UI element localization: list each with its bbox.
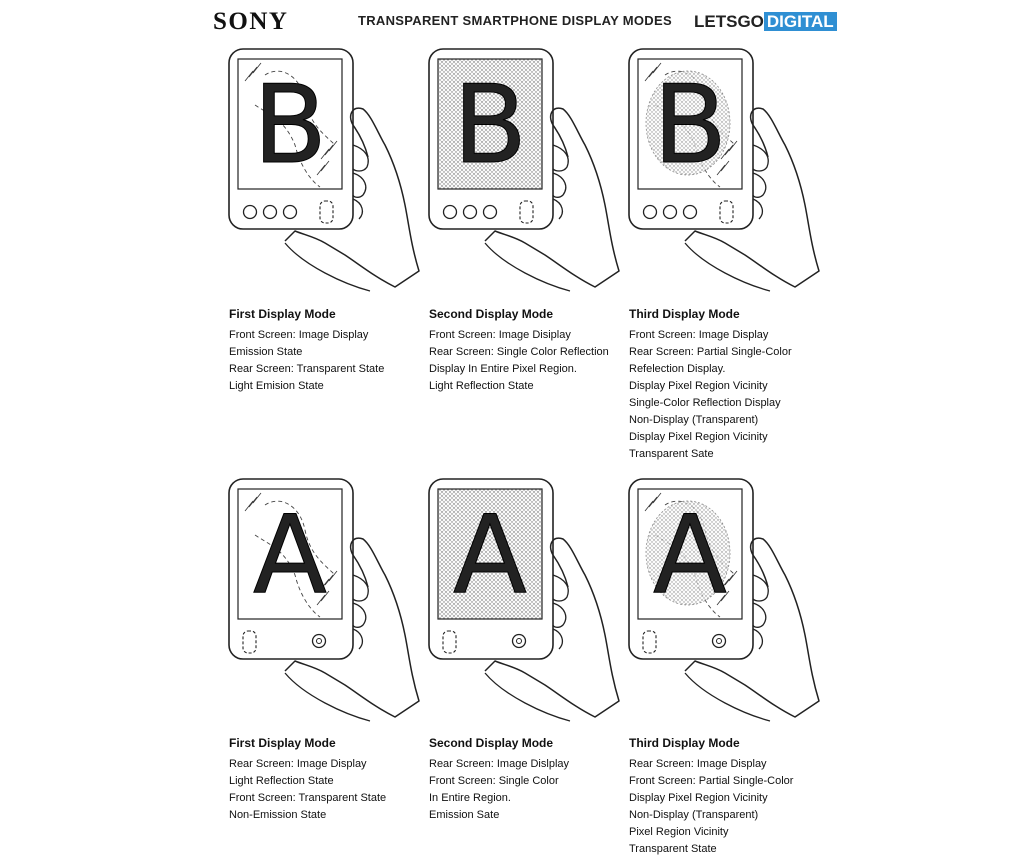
caption-second-mode-front xyxy=(429,307,629,395)
phone-button-center xyxy=(717,639,722,644)
phone-button xyxy=(664,206,677,219)
caption-line: Non-Display (Transparent) xyxy=(629,414,759,426)
hand-fingers xyxy=(753,575,768,649)
hand-wrist xyxy=(285,243,370,291)
caption-line: Pixel Region Vicinity xyxy=(629,826,729,838)
caption-line: In Entire Region. xyxy=(429,792,511,804)
display-letter: B xyxy=(252,63,328,188)
caption-heading: Second Display Mode xyxy=(429,307,554,321)
caption-first-mode-front xyxy=(229,307,429,395)
display-letter: A xyxy=(653,493,727,618)
caption-line: Front Screen: Partial Single-Color xyxy=(629,775,794,787)
caption-line: Rear Screen: Image Display xyxy=(229,758,367,770)
caption-line: Front Screen: Single Color xyxy=(429,775,559,787)
caption-heading: Third Display Mode xyxy=(629,736,740,750)
hand-wrist xyxy=(685,243,770,291)
figure-second-mode-rear xyxy=(425,475,625,723)
caption-line: Rear Screen: Image Dislplay xyxy=(429,758,570,770)
caption-line: Rear Screen: Image Display xyxy=(629,758,767,770)
caption-line: Display Pixel Region Vicinity xyxy=(629,380,768,392)
figure-second-mode-front xyxy=(425,45,625,293)
hand-fingers xyxy=(753,145,768,219)
phone-button xyxy=(484,206,497,219)
hand-fingers xyxy=(553,575,568,649)
caption-line: Emission Sate xyxy=(429,809,500,821)
caption-line: Rear Screen: Single Color Reflection xyxy=(429,346,609,358)
caption-line: Front Screen: Transparent State xyxy=(229,792,387,804)
phone-button xyxy=(464,206,477,219)
phone-button-center xyxy=(517,639,522,644)
caption-line: Display Pixel Region Vicinity xyxy=(629,792,768,804)
caption-line: Refelection Display. xyxy=(629,363,726,375)
logo-part-letsgo: LETSGO xyxy=(694,12,764,31)
caption-line: Transparent State xyxy=(629,843,717,855)
caption-line: Display Pixel Region Vicinity xyxy=(629,431,768,443)
caption-line: Light Reflection State xyxy=(229,775,334,787)
caption-line: Emission State xyxy=(229,346,303,358)
caption-heading: First Display Mode xyxy=(229,736,336,750)
hand-wrist xyxy=(685,673,770,721)
phone-button-center xyxy=(317,639,322,644)
figure-first-mode-front xyxy=(225,45,425,293)
caption-second-mode-rear xyxy=(429,736,629,824)
caption-third-mode-rear xyxy=(629,736,829,858)
caption-heading: Second Display Mode xyxy=(429,736,554,750)
caption-line: Non-Emission State xyxy=(229,809,327,821)
figure-first-mode-rear xyxy=(225,475,425,723)
hand-wrist xyxy=(285,673,370,721)
phone-button xyxy=(684,206,697,219)
figure-third-mode-rear xyxy=(625,475,825,723)
hand-fingers xyxy=(353,145,368,219)
hand-fingers xyxy=(353,575,368,649)
caption-line: Display In Entire Pixel Region. xyxy=(429,363,577,375)
caption-line: Rear Screen: Transparent State xyxy=(229,363,385,375)
caption-line: Non-Display (Transparent) xyxy=(629,809,759,821)
caption-line: Rear Screen: Partial Single-Color xyxy=(629,346,792,358)
hand-fingers xyxy=(553,145,568,219)
caption-line: Front Screen: Image Display xyxy=(629,329,769,341)
hand-wrist xyxy=(485,673,570,721)
caption-heading: First Display Mode xyxy=(229,307,336,321)
caption-third-mode-front xyxy=(629,307,829,463)
display-letter: A xyxy=(253,493,327,618)
caption-line: Light Reflection State xyxy=(429,380,534,392)
caption-line: Single-Color Reflection Display xyxy=(629,397,781,409)
phone-button xyxy=(644,206,657,219)
phone-button xyxy=(444,206,457,219)
caption-heading: Third Display Mode xyxy=(629,307,740,321)
sony-logo: SONY xyxy=(213,8,289,35)
hand-wrist xyxy=(485,243,570,291)
caption-line: Front Screen: Image Display xyxy=(229,329,369,341)
caption-line: Light Emision State xyxy=(229,380,324,392)
logo-part-digital: DIGITAL xyxy=(764,12,837,31)
display-letter: B xyxy=(452,63,528,188)
display-letter: B xyxy=(652,63,728,188)
phone-button xyxy=(264,206,277,219)
phone-button xyxy=(244,206,257,219)
phone-button xyxy=(284,206,297,219)
caption-line: Front Screen: Image Disiplay xyxy=(429,329,571,341)
figure-third-mode-front xyxy=(625,45,825,293)
page-title: TRANSPARENT SMARTPHONE DISPLAY MODES xyxy=(358,13,672,28)
caption-line: Transparent Sate xyxy=(629,448,714,460)
caption-first-mode-rear xyxy=(229,736,429,824)
letsgodigital-logo xyxy=(694,12,837,32)
display-letter: A xyxy=(453,493,527,618)
